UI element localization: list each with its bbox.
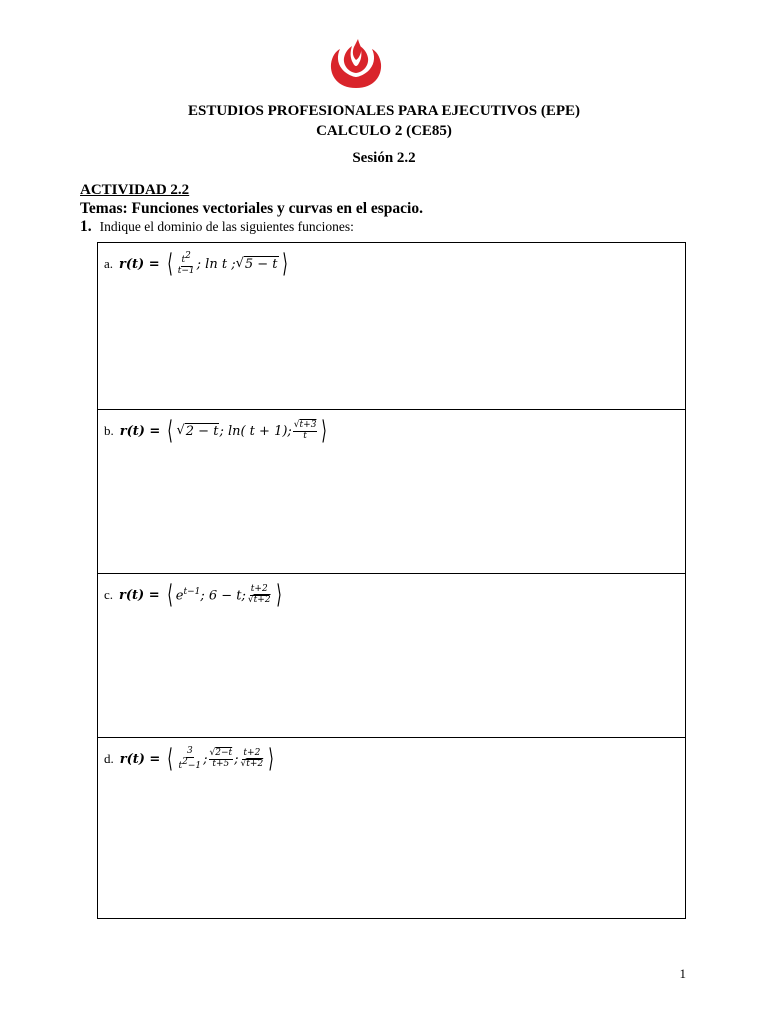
question-1	[80, 218, 354, 236]
item-label: d.	[104, 751, 114, 766]
item-label: b.	[104, 423, 114, 438]
function-formula-d: ⟨ $\frac{3}{t2-1}$ ; $\frac{√2-t}{t+5}$ ; $\frac{t+2}{√t+2}$ ⟩	[167, 744, 275, 774]
answer-box-a[interactable]	[97, 242, 686, 410]
item-c	[104, 582, 285, 608]
function-formula-a: ⟨ $\frac{t2}{t-1}$ ; ln t ; √ 5 − t ⟩	[166, 249, 288, 279]
function-formula-c: ⟨ $e^{t-1}$; 6 − t; $\frac{t+2}{√t+2}$ ⟩	[166, 580, 282, 610]
page-number: 1	[679, 966, 686, 981]
function-lhs: r(t) =	[119, 256, 160, 272]
function-formula-b: ⟨ √ 2 − t ; ln( t + 1); $\frac{√t+3}{t}$ ⟩	[167, 416, 328, 446]
item-a	[104, 251, 291, 277]
session-title: Sesión 2.2	[352, 150, 416, 166]
topics-heading: Temas: Funciones vectoriales y curvas en el espacio.	[80, 200, 423, 217]
answer-box-b[interactable]	[97, 409, 686, 574]
answer-box-c[interactable]	[97, 573, 686, 738]
item-label: a.	[104, 256, 114, 271]
question-text: Indique el dominio de las siguientes funciones:	[99, 219, 354, 234]
university-logo	[328, 38, 384, 90]
function-lhs: r(t) =	[119, 751, 161, 767]
item-b	[104, 418, 331, 444]
question-number: 1.	[80, 218, 92, 235]
activity-title: ACTIVIDAD 2.2	[80, 182, 190, 198]
course-title: CALCULO 2 (CE85)	[316, 123, 452, 139]
function-lhs: r(t) =	[119, 423, 161, 439]
program-title: ESTUDIOS PROFESIONALES PARA EJECUTIVOS (EPE)	[188, 103, 580, 119]
function-lhs: r(t) =	[119, 587, 160, 603]
answer-box-d[interactable]	[97, 737, 686, 919]
item-label: c.	[104, 587, 114, 602]
item-d	[104, 746, 277, 772]
